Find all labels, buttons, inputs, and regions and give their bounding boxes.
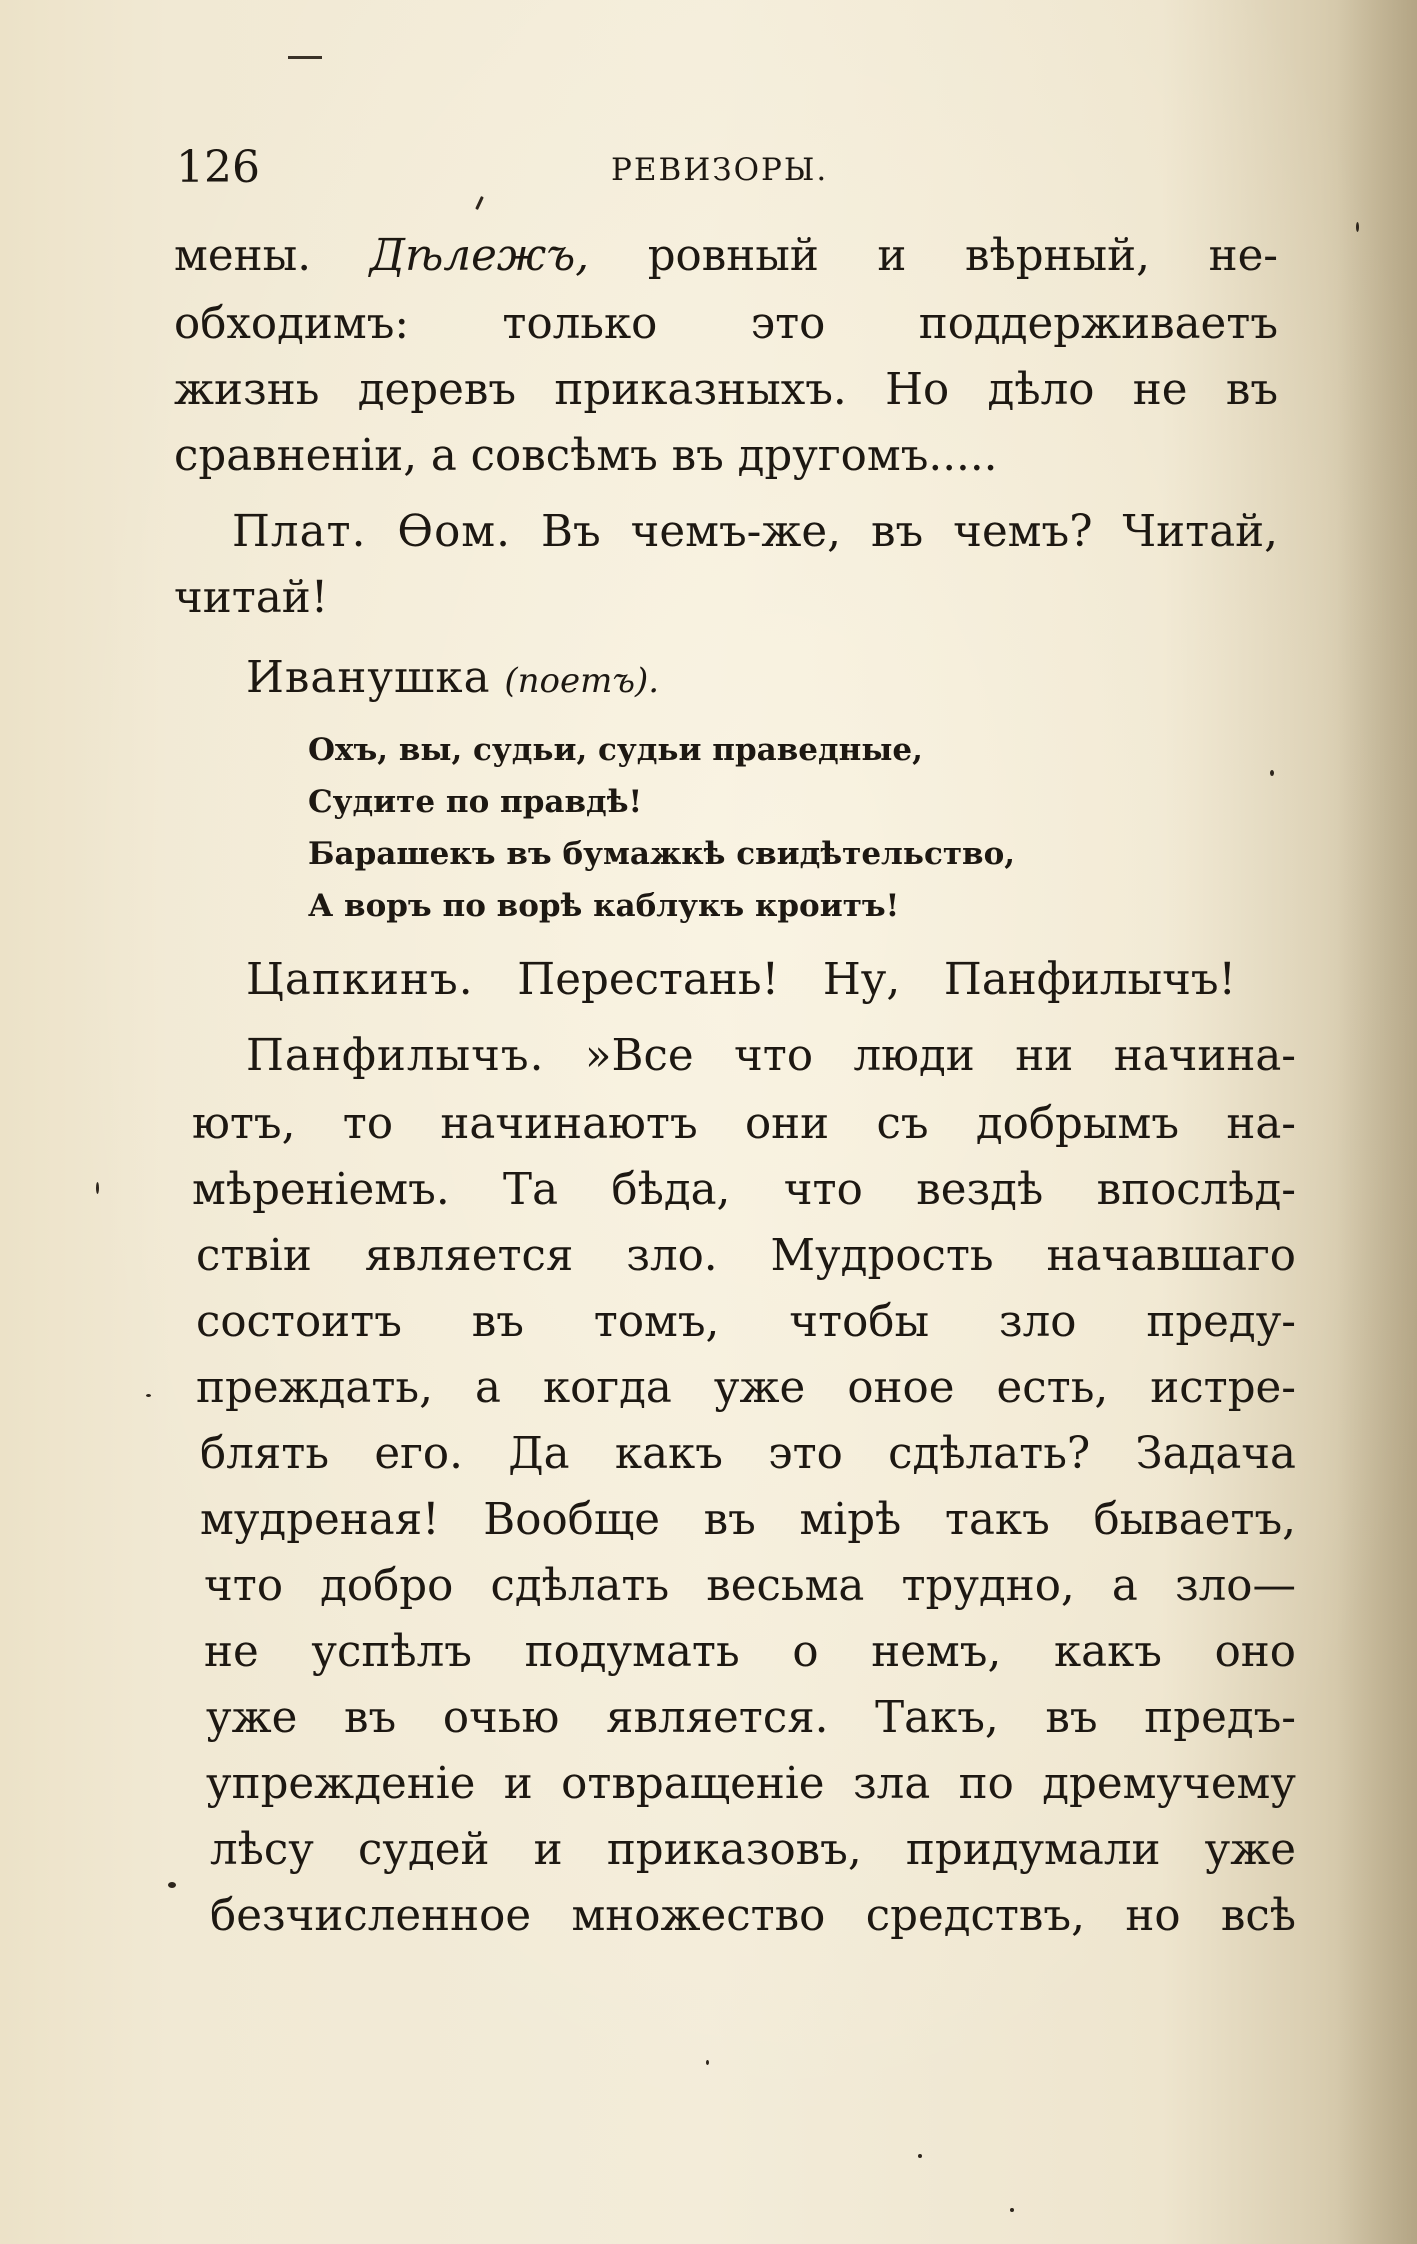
text-line: уже въ очью является. Такъ, въ предъ- [206,1693,1296,1743]
text-line: читай! [174,573,329,623]
verse-line: А воръ по ворѣ каблукъ кроитъ! [308,888,900,924]
paper-speck [1270,770,1274,776]
speaker-name: Иванушка [246,653,491,703]
text-line: упрежденіе и отвращеніе зла по дремучему [206,1759,1296,1809]
text-line: что добро сдѣлать весьма трудно, а зло— [204,1561,1296,1611]
speech-line: Цапкинъ. Перестань! Ну, Панфилычъ! [246,955,1237,1005]
text-line: мудреная! Вообще въ мірѣ такъ бываетъ, [200,1495,1296,1545]
speech-line: Панфилычъ. »Все что люди ни начина- [246,1031,1296,1081]
paper-speck [706,2060,709,2065]
verse-line: Охъ, вы, судьи, судьи праведные, [308,732,923,768]
text-line: блять его. Да какъ это сдѣлать? Задача [200,1429,1296,1479]
text-line: ютъ, то начинаютъ они съ добрымъ на- [192,1099,1296,1149]
verse-line: Барашекъ въ бумажкѣ свидѣтельство, [308,836,1016,872]
text-line: жизнь деревъ приказныхъ. Но дѣло не въ [174,365,1278,415]
text-line: не успѣлъ подумать о немъ, какъ оно [204,1627,1296,1677]
text-line: мены. Дѣлежъ, ровный и вѣрный, не- [174,231,1279,281]
paper-speck [1010,2208,1014,2212]
emphasized-word: Дѣлежъ, [369,231,590,281]
text-line: состоитъ въ томъ, чтобы зло преду- [196,1297,1296,1347]
page-number: 126 [176,142,260,193]
paper-speck [146,1394,151,1397]
page-header [176,138,1296,198]
running-title: РЕВИЗОРЫ. [611,152,829,188]
paper-speck [918,2154,922,2158]
paper-speck [1356,222,1359,232]
speaker-name: Панфилычъ. [246,1031,545,1081]
verse-line: Судите по правдѣ! [308,784,643,820]
paper-speck [96,1182,99,1194]
speech-line: Плат. Ѳом. Въ чемъ-же, въ чемъ? Читай, [232,507,1278,557]
text-line: мѣреніемъ. Та бѣда, что вездѣ впослѣд- [192,1165,1296,1215]
page-edge-shadow [1337,0,1417,2244]
text-line: безчисленное множество средствъ, но всѣ [210,1891,1296,1941]
text-line: преждать, а когда уже оное есть, истре- [196,1363,1296,1413]
top-dash-mark [288,56,322,59]
speech-line [246,648,746,711]
speaker-name: Плат. Ѳом. [232,507,511,557]
text-line: сравненіи, а совсѣмъ въ другомъ..... [174,431,998,481]
text-line: лѣсу судей и приказовъ, придумали уже [210,1825,1296,1875]
text-line: обходимъ: только это поддерживаетъ [174,299,1278,349]
speaker-name: Цапкинъ. [246,955,474,1005]
paper-speck [475,196,484,210]
text-line: ствіи является зло. Мудрость начавшаго [196,1231,1296,1281]
paper-speck [168,1882,176,1888]
stage-direction: (поетъ). [504,661,660,701]
